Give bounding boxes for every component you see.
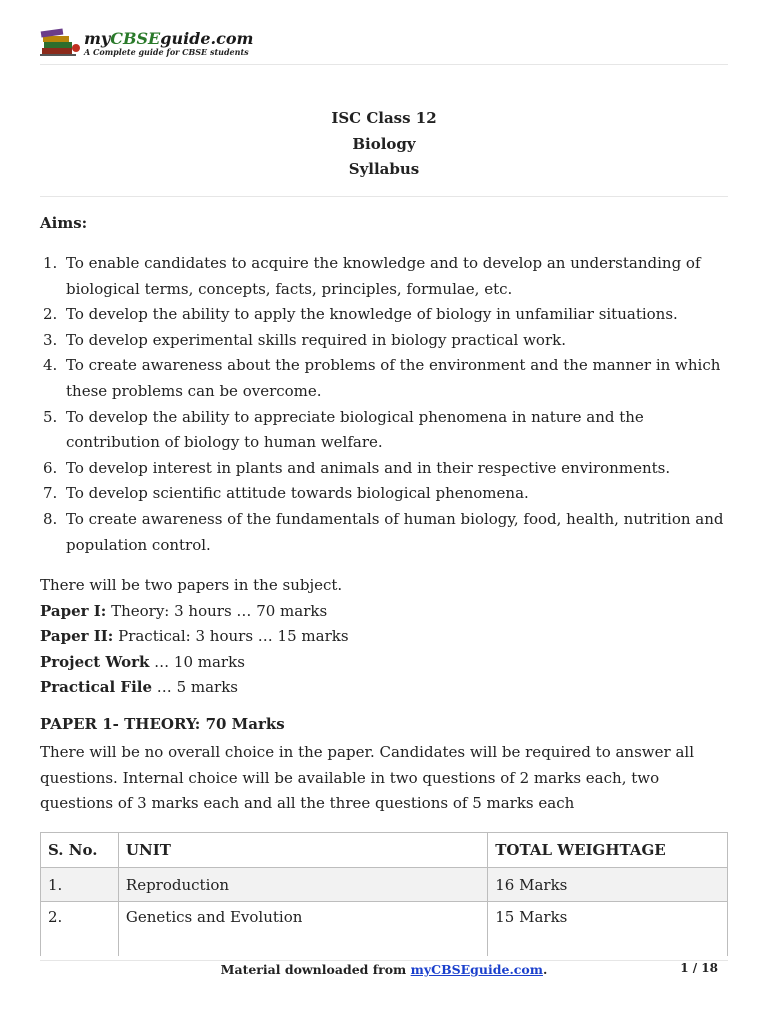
- cell-weightage: 16 Marks: [488, 868, 728, 902]
- list-item: 6. To develop interest in plants and animals and in their respective environments.: [43, 458, 671, 477]
- table-row: [41, 868, 728, 902]
- logo-title: myCBSEguide.com: [84, 28, 254, 48]
- project-line: Project Work … 10 marks: [40, 652, 245, 671]
- paper1-line: Paper I: Theory: 3 hours … 70 marks: [40, 601, 328, 620]
- title-subject: Biology: [352, 134, 416, 153]
- page-footer: Material downloaded from myCBSEguide.com.: [220, 962, 548, 977]
- paper2-line: Paper II: Practical: 3 hours … 15 marks: [40, 627, 349, 646]
- cell-unit: Genetics and Evolution: [118, 902, 487, 957]
- footer-link[interactable]: myCBSEguide.com: [410, 962, 543, 977]
- title-class: ISC Class 12: [331, 109, 437, 127]
- document-title: [40, 106, 728, 183]
- title-syllabus: Syllabus: [348, 160, 420, 178]
- header-unit: UNIT: [118, 833, 487, 868]
- cell-sno: 2.: [41, 902, 119, 957]
- header-sno: S. No.: [41, 833, 119, 868]
- cell-sno: 1.: [41, 868, 119, 902]
- cell-unit: Reproduction: [118, 868, 487, 902]
- theory-paragraph: There will be no overall choice in the paper. Candidates will be required to answer all questions. Internal choice will be available in two questions of 2 marks each, two questions of 3 marks each and all the three questions of 5 marks each: [40, 743, 694, 813]
- theory-heading: PAPER 1- THEORY: 70 Marks: [40, 715, 285, 733]
- list-item: 3. To develop experimental skills required in biology practical work.: [43, 330, 566, 349]
- page-header: [40, 24, 728, 65]
- list-item: 2. To develop the ability to apply the knowledge of biology in unfamiliar situations.: [43, 305, 678, 324]
- list-item: 1. To enable candidates to acquire the knowledge and to develop an understanding of biological terms, concepts, facts, principles, formulae, etc.: [43, 254, 701, 298]
- page-number: 1 / 18: [680, 961, 718, 975]
- cell-weightage: 15 Marks: [488, 902, 728, 957]
- list-item: 4. To create awareness about the problems of the environment and the manner in which these problems can be overcome.: [43, 356, 721, 400]
- header-weightage: TOTAL WEIGHTAGE: [488, 833, 728, 868]
- divider: [40, 196, 728, 197]
- list-item: 5. To develop the ability to appreciate biological phenomena in nature and the contribution of biology to human welfare.: [43, 407, 644, 452]
- site-logo[interactable]: [40, 28, 253, 58]
- papers-section: [40, 573, 349, 701]
- table-row: [41, 902, 728, 957]
- aims-heading: Aims:: [40, 214, 88, 232]
- practical-file-line: Practical File … 5 marks: [40, 678, 239, 697]
- logo-tagline: A Complete guide for CBSE students: [84, 46, 249, 57]
- list-item: 8. To create awareness of the fundamentals of human biology, food, health, nutrition and population control.: [43, 509, 724, 554]
- papers-intro: There will be two papers in the subject.: [40, 576, 343, 594]
- unit-weightage-table: [40, 832, 728, 956]
- footer-divider: [40, 960, 728, 961]
- list-item: 7. To develop scientific attitude towards biological phenomena.: [43, 484, 529, 503]
- aims-list: [40, 251, 728, 558]
- books-logo-icon: [40, 28, 82, 58]
- table-header-row: [41, 833, 728, 868]
